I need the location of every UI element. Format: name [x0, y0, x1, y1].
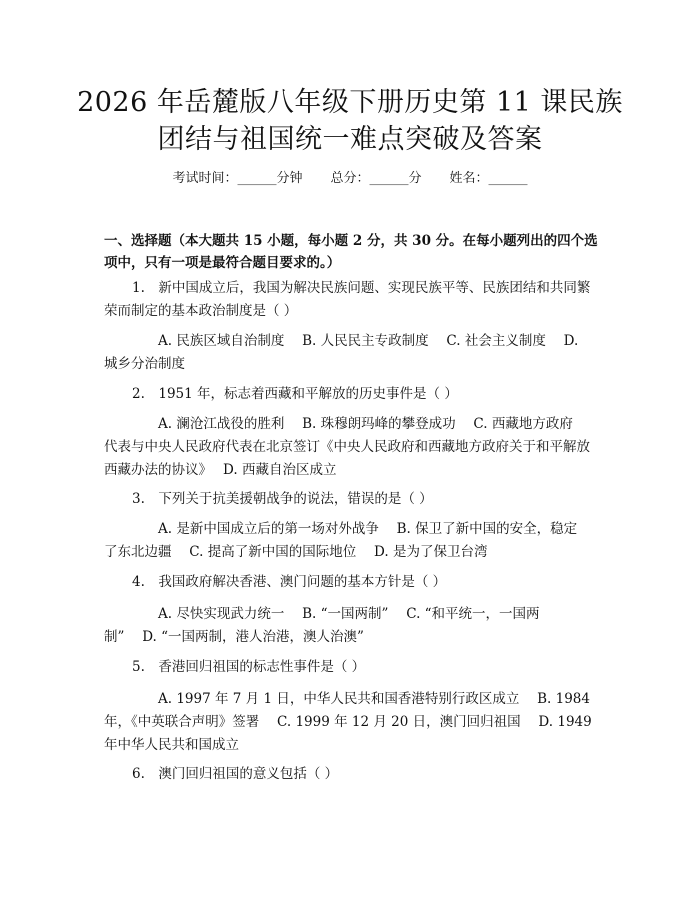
question-stem: 4. 我国政府解决香港、澳门问题的基本方针是（ ） [132, 574, 447, 590]
options-line-cont: 年，《中英联合声明》签署 C. 1999 年 12 月 20 日，澳门回归祖国 D. 1949 [104, 714, 592, 730]
exam-time: 考试时间：______分钟 [172, 171, 303, 186]
title-line-2: 团结与祖国统一难点突破及答案 [157, 124, 543, 155]
student-name: 姓名：______ [449, 171, 528, 186]
section-heading-line-1: 一、选择题（本大题共 15 小题，每小题 2 分，共 30 分。在每小题列出的四个选 [104, 233, 598, 249]
options-line-cont: 制” D. “一国两制，港人治港，澳人治澳” [104, 629, 364, 645]
options-line: A. 尽快实现武力统一 B. “一国两制” C. “和平统一，一国两 [158, 606, 540, 622]
question-6 [104, 763, 600, 786]
options-line-cont: 了东北边疆 C. 提高了新中国的国际地位 D. 是为了保卫台湾 [104, 544, 488, 560]
question-3 [104, 488, 600, 511]
options-line: A. 1997 年 7 月 1 日，中华人民共和国香港特别行政区成立 B. 1984 [158, 691, 590, 707]
question-1-options [104, 330, 600, 376]
question-4 [104, 571, 600, 594]
question-stem: 3. 下列关于抗美援朝战争的说法，错误的是（ ） [132, 491, 433, 507]
options-line: A. 澜沧江战役的胜利 B. 珠穆朗玛峰的攀登成功 C. 西藏地方政府 [158, 416, 573, 432]
exam-score: 总分：______分 [330, 171, 422, 186]
question-stem: 2. 1951 年，标志着西藏和平解放的历史事件是（ ） [132, 386, 458, 402]
question-1 [104, 277, 600, 323]
options-line-cont-2: 西藏办法的协议》 D. 西藏自治区成立 [104, 462, 337, 478]
question-2-options [104, 413, 600, 482]
question-5-options [104, 688, 600, 757]
section-heading-line-2: 项中，只有一项是最符合题目要求的。） [104, 255, 341, 271]
document-title [60, 84, 640, 158]
question-stem-cont: 荣而制定的基本政治制度是（ ） [104, 303, 298, 319]
question-stem: 5. 香港回归祖国的标志性事件是（ ） [132, 659, 366, 675]
exam-meta [0, 170, 700, 188]
question-stem: 1. 新中国成立后，我国为解决民族问题、实现民族平等、民族团结和共同繁 [132, 280, 591, 296]
question-3-options [104, 518, 600, 564]
options-line-cont: 城乡分治制度 [104, 356, 185, 372]
question-stem: 6. 澳门回归祖国的意义包括（ ） [132, 766, 339, 782]
options-line-cont-2: 年中华人民共和国成立 [104, 737, 239, 753]
question-4-options [104, 603, 600, 649]
options-line-cont: 代表与中央人民政府代表在北京签订《中央人民政府和西藏地方政府关于和平解放 [104, 439, 590, 455]
title-line-1: 2026 年岳麓版八年级下册历史第 11 课民族 [77, 87, 623, 118]
options-line: A. 是新中国成立后的第一场对外战争 B. 保卫了新中国的安全，稳定 [158, 521, 578, 537]
question-2 [104, 383, 600, 406]
question-5 [104, 656, 600, 679]
section-heading [104, 230, 604, 274]
options-line: A. 民族区域自治制度 B. 人民民主专政制度 C. 社会主义制度 D. [158, 333, 579, 349]
